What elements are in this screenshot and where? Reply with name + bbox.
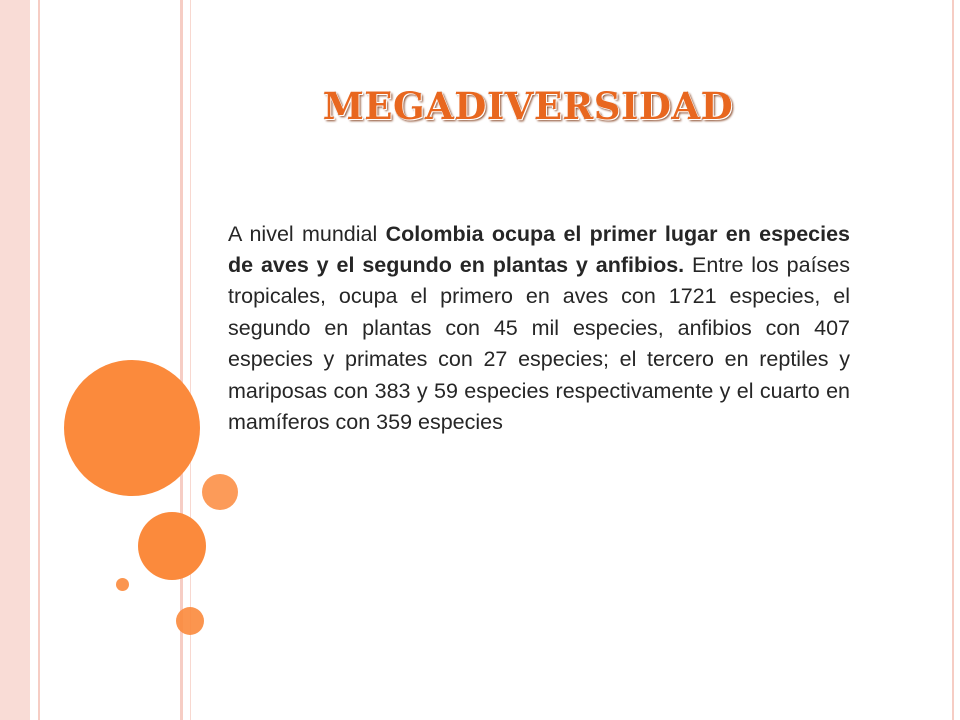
decorative-vertical-line bbox=[38, 0, 40, 720]
decorative-circle-large bbox=[64, 360, 200, 496]
slide-title: MEGADIVERSIDAD bbox=[322, 84, 734, 128]
paragraph-highlight: Colombia ocupa el primer lugar en especies de aves y el segundo en plantas y anfibios. bbox=[228, 221, 850, 277]
paragraph-rest: Entre los países tropicales, ocupa el primero en aves con 1721 especies, el segundo en plantas con 45 mil especies, anfibios con 407 especies y primates con 27 especies; el tercero en reptiles y mariposas con 383 y 59 especies respectivamente y el cuarto en mamíferos con 359 especies bbox=[228, 252, 850, 434]
left-decorative-band bbox=[0, 0, 30, 720]
decorative-circle-medium bbox=[138, 512, 206, 580]
decorative-circle-small bbox=[202, 474, 238, 510]
decorative-circle-small bbox=[176, 607, 204, 635]
paragraph-intro: A nivel mundial bbox=[228, 221, 386, 246]
decorative-vertical-line bbox=[952, 0, 954, 720]
slide-body-paragraph bbox=[228, 219, 850, 439]
decorative-circle-tiny bbox=[116, 578, 129, 591]
